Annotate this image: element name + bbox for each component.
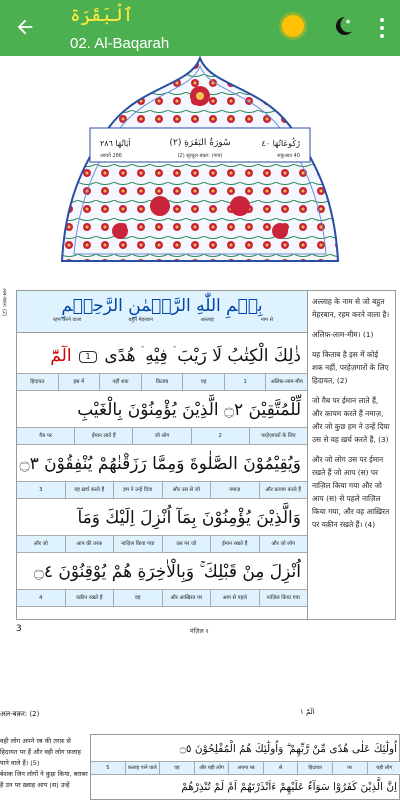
word-meaning-row: 5 फ़लाह पाने वाले वह और यही लोग अपना रब से हिदायत पर यही लोग [91, 761, 400, 775]
translation-column [0, 736, 88, 791]
arabic-word-grid [90, 734, 400, 800]
word-meaning-row: 4 यक़ीन रखते हैं वह और आख़िरत पर आप से पहले नाज़िल किया गया [17, 589, 307, 607]
arabic-word-grid [16, 290, 308, 620]
back-button[interactable] [14, 16, 42, 40]
svg-text:رُكُوعَاتُهَا ٤٠: رُكُوعَاتُهَا ٤٠ [261, 139, 300, 148]
translation-text: अलिफ़-लाम-मीम। (1) [312, 330, 374, 339]
word: रहम करने वाला [53, 317, 82, 323]
arrow-left-icon [14, 16, 36, 38]
verse-line[interactable]: وَيُقِيْمُوْنَ الصَّلٰوةَ وَمِمَّا رَزَقْنٰهُمْ يُنْفِقُوْنَ ۝٣ [17, 447, 307, 481]
translation-text: बेशक जिन लोगों ने कुफ़्र किया, बराबर है उन पर ख़्वाह आप (स) उन्हें [0, 770, 88, 789]
word: बहुत मेहरबान [128, 317, 154, 323]
page-number: 3 [16, 624, 22, 634]
word: नाम से [260, 317, 273, 323]
sun-icon[interactable] [282, 15, 304, 37]
svg-text:(2) सूरतुल बक़र: (गाय): (2) सूरतुल बक़र: (गाय) [177, 153, 223, 159]
svg-text:آيَاتُهَا ٢٨٦: آيَاتُهَا ٢٨٦ [100, 139, 131, 148]
muqattaat: الٓمّٓ [50, 346, 72, 366]
manzil-label: मंज़िल १ [190, 628, 209, 635]
verse-line[interactable]: وَالَّذِيْنَ يُؤْمِنُوْنَ بِمَآ اُنْزِلَ اِلَيْكَ وَمَآ [17, 501, 307, 535]
word-meaning-row: हिदायत इस में नहीं शक किताब यह 1 अलिफ़-लाम-मीम [17, 373, 307, 391]
svg-text:(٢) سُورَةُ البَقَرَةِ: (٢) سُورَةُ البَقَرَةِ [169, 138, 231, 148]
verse-number: 1 [79, 351, 97, 363]
mushaf-page-2 [0, 702, 400, 800]
moon-star-icon[interactable] [331, 14, 355, 38]
app-bar [0, 0, 400, 56]
translation-text: और जो लोग उस पर ईमान रखते हैं जो आप (स) पर नाज़िल किया गया और जो आप (स) से पहले नाज़िल किया गया, और वह आख़िरत पर यक़ीन रखते हैं। (4) [312, 455, 390, 529]
basmala-arabic: بِسۡمِ اللّٰهِ الرَّحۡمٰنِ الرَّحِیۡمِ [61, 296, 263, 316]
surah-title: 02. Al-Baqarah [70, 35, 170, 52]
verse-line[interactable]: ذٰلِكَ الْكِتٰبُ لَا رَيْبَ ۛ فِيْهِ ۛ هُدًى 1 الٓمّٓ [17, 339, 307, 373]
page-header-right: الٓمّٓ ١ [300, 708, 315, 716]
translation-text: जो ग़ैब पर ईमान लाते हैं, और क़ायम करते हैं नमाज़, और जो कुछ हम ने उन्हें दिया उस से वह ख़र्च करते हैं, (3) [312, 396, 390, 444]
mushaf-page-1 [0, 56, 400, 646]
translation-text: वही लोग अपने रब की तरफ़ से हिदायत पर हैं और वही लोग फ़लाह पाने वाले हैं। (5) [0, 737, 81, 767]
page-header-left: अल-बक़र: (2) [0, 710, 40, 718]
svg-text:रुकूआत 40: रुकूआत 40 [277, 153, 300, 159]
basmala-word-meanings [53, 317, 273, 323]
more-vert-icon[interactable] [377, 16, 387, 40]
verse-line[interactable]: اُولٰٓئِكَ عَلٰى هُدًى مِّنْ رَّبِّهِمْ ۗ وَاُولٰٓئِكَ هُمُ الْمُفْلِحُوْنَ ۝٥ [179, 743, 397, 755]
word-meaning-row: ग़ैब पर ईमान लाते हैं जो लोग 2 परहेज़गारों के लिए [17, 427, 307, 445]
basmala [17, 291, 307, 333]
translation-text: यह किताब है इस में कोई शक नहीं, परहेज़गारों के लिए हिदायत, (2) [312, 350, 389, 385]
verse-line[interactable]: لِّلْمُتَّقِيْنَ ۝٢ الَّذِيْنَ يُؤْمِنُوْنَ بِالْغَيْبِ [17, 393, 307, 427]
surah-header-ornament [60, 56, 340, 266]
word-meaning-row: और जो आप की तरफ़ नाज़िल किया गया उस पर जो ईमान रखते हैं और जो लोग [17, 535, 307, 553]
svg-text:आयतें 286: आयतें 286 [100, 153, 122, 159]
verse-line[interactable]: اُنْزِلَ مِنْ قَبْلِكَ ۚ وَبِالْاٰخِرَةِ هُمْ يُوْقِنُوْنَ ۝٤ [17, 555, 307, 589]
word-meaning-row: 3 वह ख़र्च करते हैं हम ने उन्हें दिया और उस से जो नमाज़ और क़ायम करते हैं [17, 481, 307, 499]
translation-text: अल्लाह के नाम से जो बहुत मेहरबान, रहम करने वाला है। [312, 297, 390, 319]
verse-line[interactable]: اِنَّ الَّذِيْنَ كَفَرُوْا سَوَآءٌ عَلَيْهِمْ ءَاَنْذَرْتَهُمْ اَمْ لَمْ تُنْذِرْهُمْ [181, 781, 397, 793]
side-surah-label: अल-बक़र: (2) [1, 288, 7, 317]
word: अल्लाह [200, 317, 214, 323]
translation-column [308, 290, 396, 620]
surah-title-arabic: ٱلْبَقَرَة [70, 5, 134, 26]
